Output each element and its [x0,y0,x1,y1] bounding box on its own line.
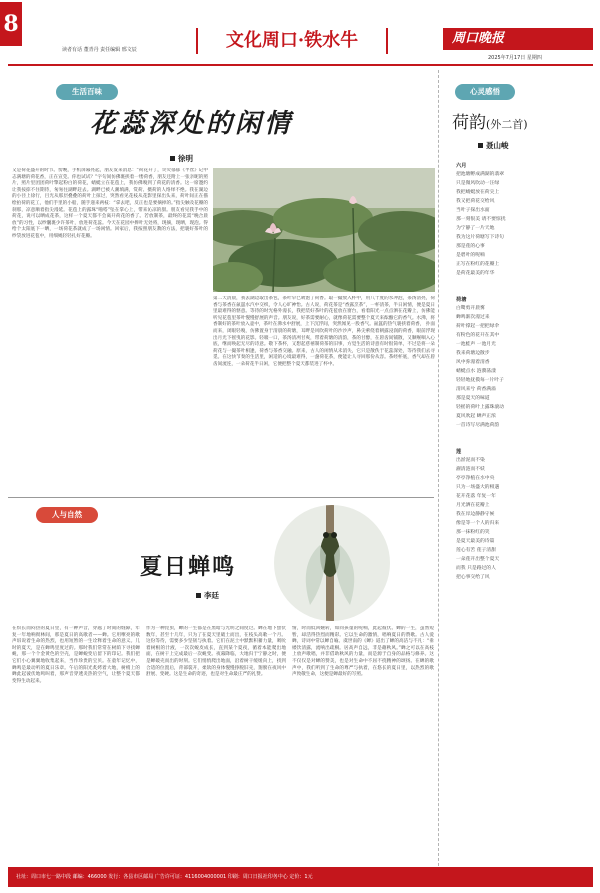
poem-line: 轻摇的荷叶上露珠滚动 [456,405,504,410]
poem-line: 亭亭净植在水中央 [456,476,495,481]
poem-line: 像是等一个人的归来 [456,521,500,526]
article2-column3: 情，时而低回婉转，如同孩童的呢喃，此起彼伏。蝉的一生，虽然短暂，却活得热烈而精彩。它以生命的激情，唱响夏日的赞歌。古人爱蝉，诗词中常以蝉自喻。虞世南的《蝉》道出了蝉的高洁与不凡：“垂緌饮清露，流响出疏桐。居高声自远，非是藉秋风。”蝉之可以在高枝上放声歌唱，并非借助秋风的力量，而是源于自身的品格与修养。这不仅仅是对蝉的赞美，也是对生命中不屈不挠精神的颂扬。在蝉的歌声中，我们听到了生命的尊严与执着，在悠长的夏日里，以热烈的歌声致敬生命，这便是蝉最好的写照。 [292,626,434,678]
footer-bar: 社址：周口市七一路中段 邮编：466000 发行：各县市区邮局 广告许可证：4116004000001 印刷：周口日报社印务中心 定价：1元 [8,867,593,887]
header-bar-right [386,28,388,54]
poem-line: 白鹭剪开晨雾 [456,306,485,311]
header-bar-left [196,28,198,54]
poem-line: 清风来兮 荷香满溢 [456,387,496,392]
masthead-text: 周口晚报 [452,31,505,46]
lotus-illustration [213,168,435,292]
poem-line: 只为一场盛大的相遇 [456,485,500,490]
poem-line: 那一刻很美 请不要惊扰 [456,217,506,222]
poem-author: 聂山峻 [478,140,509,151]
article2-column2: 作为一种昆虫，蝉的一生都是在黑暗与光明之间度过。蝉在地下蛰伏数年，甚至十几年，只为了在夏天里破土而出，在枝头高歌一个月。这份等待，需要多少坚韧与执着。它们在泥土中默默积蓄力量，吸吮着树根的汁液，一次次蜕皮成长，直到某个夏夜，循着本能爬出地面，在树干上完成最后一次蜕变。夜幕降临，大地归于宁静之时，便是蝉破壳而出的时刻。它们悄悄爬出地面，沿着树干缓缓向上，找到合适的位置后，背部裂开，柔软的身体慢慢挣脱旧壳，翅膀在夜风中舒展、变硬。这是生命的奇迹，也是对生命最庄严的礼赞。 [146,626,286,678]
poem-line: 一池蛙声 一池月光 [456,342,496,347]
poem-line: 轻轻地抚摸每一片叶子 [456,378,504,383]
poem-title [452,108,528,133]
poem-line: 出淤泥而不染 [456,458,485,463]
poem-line: 风中弥漫着清香 [456,360,490,365]
cicada-photo [274,505,390,621]
cicada-illustration [274,505,390,621]
poem-line: 我在岸边静静守候 [456,512,495,517]
header-rule [8,64,593,66]
poem-line: 为宁静了一片天地 [456,226,495,231]
poem-line: 花开花落 年复一年 [456,494,496,499]
poem-line: 当叶子探出水面 [456,208,490,213]
poem-line: 月光洒在花瓣上 [456,503,490,508]
supplement-title: 文化周口·铁水牛 [225,30,359,51]
poem-line: 蜻蜓点水 涟漪荡漾 [456,369,496,374]
poem-line: 夏风吹起 蝉声正浓 [456,414,496,419]
poem-line: 是夏天最美的诗篇 [456,539,495,544]
article2-title: 夏日蝉鸣 [140,554,237,580]
poem-title-suffix: (外二首) [486,118,528,131]
poem-line: 把心事交给了风 [456,575,490,580]
poem-line: 那一抹粉红的笑 [456,530,490,535]
poem-section-head: 荷塘 [456,297,467,303]
poem-line: 正写在粉红的花瓣上 [456,262,500,267]
poem-line: 那是夏天的味道 [456,396,490,401]
article2-column1: 在炽长而闷热的夏日里，有一种声音，穿越了时间的缝隙，年复一年地响彻林间，那是夏日的高歌者——蝉。它用嘹亮的歌声诉说着生命的热烈，也用短暂的一生诠释着生命的意义。儿时的夏天，是在蝉鸣里度过的。那时我们常常在树荫下寻找蝉蜕，那一个个金黄色的空壳，是蝉蜕变后留下的印记。我们把它们小心翼翼地收集起来，当作珍贵的宝贝。在童年记忆中，蝉鸣是最动听的夏日乐章。午后的阳光炙烤着大地，树梢上的蝉此起彼伏地鸣叫着，那声音穿透炎热的空气，让整个夏天都变得生动起来。 [12,626,140,684]
section-divider [8,497,434,498]
poem-title-main: 荷韵 [452,113,486,133]
article1-column3: 扑面而来，闭眼轻嗅，仿佛置身于清晨的荷塘，耳畔是风吹荷叶的沙沙声，鼻尖萦绕着朝露浸润的荷香，眼前浮现出月光下摇曳的花影。轻啜一口，茶汤清冽甘爽，带着荷塘的清韵，茶的甘醇，在唇齿间铺散，又顺喉咽入心底，继而唤起无尽的诗意。敬下茶杯，又想起慈禧制荷茶的旧事，方觉生活的诗意有时很简单，不过是将一朵荷花与一撮茶叶相逢，荷香与茶香交融。原来，古人的闲情从未消失，它只是散佚于花蕊深处，等待我们去寻觅。在这快节奏的生活里，闲适的心境最难得，一盏荷花茶，便能让人寻回那份从容。茶经杯底，香气却在唇齿间流连，一朵荷花半日闲，它便把整个夏天都装进了杯中。 [213,322,435,367]
poem-section-head: 六月 [456,163,467,169]
section-tag-life: 生活百味 [56,84,118,100]
lotus-photo [213,168,435,292]
article1-title: 花蕊深处的闲情 [90,109,294,139]
poem-line: 一朵莲开出整个夏天 [456,557,500,562]
article1-column2: 第二天清晨，我去湖边取出茶包，茶叶早已吸饱了荷香。取一撮放入杯中，用八十度的水冲泡，茶汤清亮，荷香与茶香在氤氲水汽中交织，令人心旷神怡。古人说，荷花茶是“香露烹茶”，一杯清茶，半日闲情，便是夏日里最难得的惬意。等待的时光格外漫长，我把装好茶叶的花苞放在窗台，看着阳光一点点洒在花瓣上，仿佛能听见花苞里茶叶慢慢舒展的声音。朋友说，好茶需要耐心，就像荷花需要整个夏天来酝酿它的香气。水沸，将香制好的茶叶放入壶中，茶叶在沸水中舒展，上下沉浮间，突然闻见一股香气。氤氲的热气裹挟着荷香， [213,296,435,328]
poem-line: 我为这片荷塘写下诗句 [456,235,504,240]
poem-line: 我又把荷花交给风 [456,199,495,204]
poem-line: 把池塘孵成满湖的翡翠 [456,172,504,177]
poem-line: 是荷花最美的年华 [456,271,495,276]
section-tag-nature: 人与自然 [36,507,98,523]
poem-line: 莲心有苦 莲子清甜 [456,548,496,553]
poem-line: 我来荷塘边散步 [456,351,490,356]
poem-line: 而我 只是路过的人 [456,566,496,571]
poem-line: 一首诗写尽满池荷韵 [456,423,500,428]
article1-column2-continued [213,296,435,490]
article1-author: 徐明 [170,153,193,164]
poem-line: 蝉鸣渐次漫过来 [456,315,490,320]
poem-line: 濯清涟而不妖 [456,467,485,472]
issue-date: 2025年7月17日 星期四 [488,55,542,61]
poem-line: 是碧叶的呢喃 [456,253,485,258]
article2-author: 李廷 [196,590,219,601]
article1-column1: 又是荷花盛开的时节。傍晚，手机屏幕亮起，朋友发来消息：“荷花开了，荧荧郁郁《芊丝》记中志满塘的荷花香，正在宣莞。你也试试？”字句间仿佛裹挟着一缕荷香，朋友还附上一张亲昵的照片，照片里团团荷叶擎起粉白的荷花，蜻蜓立在花苞上，我仿佛嗅到了荷花的清香。这一席邀约让我按捺不住期待，匆匆往湖畔赶去。湖畔已被人潮填满，赏荷、摄荷的人络绎不绝。我在湖边的小径上徐行，目光从那层叠叠的荷叶上掠过，突然看见花枝从花影里探出头来，荷叶间正在描绘拍荷的花工，他们手里的小船，随手递来两枝：“拿去吧，反正也是要摘掉的。”指尖触及花瓣的刹那，凉意顺着指尖漫延。花苞上的露珠“啪嗒”坠在掌心上，带来沁凉的甜。朋友看见我手中的荷花，说可以晒成花茶，这样一个夏天都不会离开荷花的香了。若放制茶，最终的花需“晚合晨放”的习性，以纱囊裹少许茶叶，放进荷花蕊。今天在花园中捧叶无处将，现摘，现晒，现泡。得给个太阳底下一晒，一场荷花茶就成了一场闲情。回家后，我按照朋友教的方法，把裹好茶叶的纱袋放进花苞中，用细绳轻轻扎好花瓣。 [12,168,208,239]
section-tag-heart: 心灵感悟 [455,84,515,100]
column-divider [438,70,439,866]
page-number: 8 [0,2,22,46]
poem-line: 有粉色的花开在其中 [456,333,500,338]
staff-credits: 读者有话 董青丹 责任编辑 邢文辰 [62,47,137,53]
poem-line: 我把蜻蜓放在荷尖上 [456,190,500,195]
poem-line: 那是莲的心事 [456,244,485,249]
poem-line: 荷叶撑起一把把绿伞 [456,324,500,329]
poem-section-head: 莲 [456,449,462,455]
poem-line: 只是微风吹动一汪绿 [456,181,500,186]
